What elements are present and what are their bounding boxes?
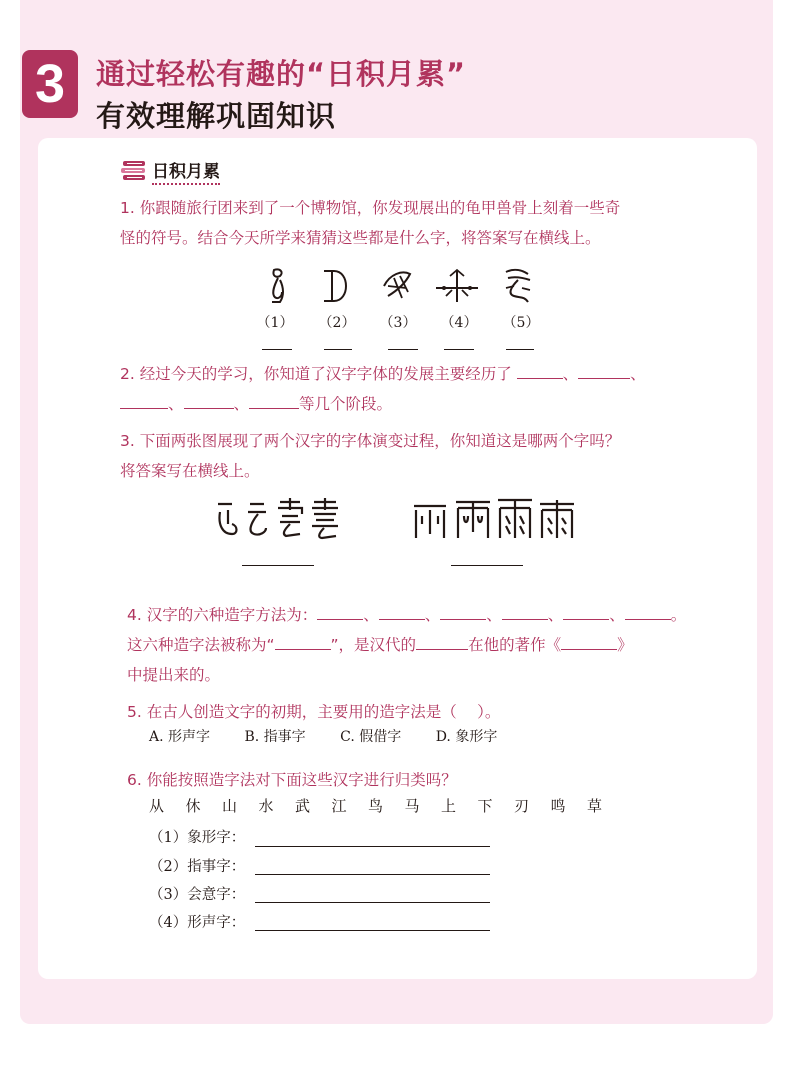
answer-line[interactable] [255,846,490,847]
question-4-text: ”，是汉代的 [330,636,417,654]
answer-blank[interactable] [502,602,548,620]
answer-line[interactable] [242,565,314,566]
question-2-end: 等几个阶段。 [299,395,393,413]
question-4-text: 这六种造字法被称为“ [127,636,275,654]
glyph-label-1: （1） [256,315,294,331]
answer-line[interactable] [444,349,474,350]
glyph-label-2: （2） [318,315,356,331]
category-label-4: （4）形声字： [149,915,246,931]
answer-blank[interactable] [184,391,234,409]
char-item: 马 [404,797,420,815]
separator: 、 [486,606,502,624]
glyph-label-3: （3） [379,315,417,331]
question-1-line1: 1. 你跟随旅行团来到了一个博物馆，你发现展出的龟甲兽骨上刻着一些奇 [120,199,621,217]
category-label-1: （1）象形字： [149,830,246,846]
char-item: 武 [295,797,311,815]
oracle-glyph-5 [500,266,536,306]
page-title-line1: 通过轻松有趣的“日积月累” [96,57,467,91]
option-d[interactable]: D. 象形字 [435,729,498,745]
answer-blank[interactable] [379,602,425,620]
answer-blank[interactable] [440,602,486,620]
answer-blank[interactable] [317,602,363,620]
answer-blank[interactable] [120,391,168,409]
question-3-line1: 3. 下面两张图展现了两个汉字的字体演变过程，你知道这是哪两个字吗？ [120,432,621,450]
answer-blank[interactable] [249,391,299,409]
char-item: 水 [258,797,274,815]
answer-line[interactable] [506,349,534,350]
option-c[interactable]: C. 假借字 [340,729,402,745]
question-5-line1: 5. 在古人创造文字的初期，主要用的造字法是（ ）。 [127,703,501,721]
separator: 、 [363,606,379,624]
answer-line[interactable] [451,565,523,566]
oracle-glyph-3 [380,266,416,306]
char-item: 鸣 [550,797,566,815]
question-1-line2: 怪的符号。结合今天所学来猜猜这些都是什么字，将答案写在横线上。 [120,229,601,247]
oracle-glyph-1 [262,266,292,306]
option-a[interactable]: A. 形声字 [149,729,211,745]
character-list [149,795,624,816]
char-item: 草 [587,797,603,815]
glyph-label-5: （5） [502,315,540,331]
worksheet-card [38,138,757,979]
char-item: 江 [331,797,347,815]
answer-blank[interactable] [578,361,630,379]
char-item: 山 [222,797,238,815]
question-2-line2 [120,389,392,419]
section-title: 日积月累 [152,157,220,185]
glyph-label-4: （4） [440,315,478,331]
question-4-line1 [127,600,686,630]
separator: 、 [424,606,441,624]
answer-blank[interactable] [517,361,563,379]
oracle-glyph-4 [432,266,482,306]
separator: 、 [562,365,579,383]
answer-blank[interactable] [275,632,331,650]
question-3-line2: 将答案写在横线上。 [120,462,260,480]
period: 。 [670,606,687,624]
section-header [120,158,220,184]
category-label-3: （3）会意字： [149,887,246,903]
separator: 、 [609,606,625,624]
separator: 、 [233,395,250,413]
char-item: 从 [149,797,165,815]
question-2-line1 [120,359,646,389]
section-number-badge: 3 [22,50,78,118]
answer-line[interactable] [255,874,490,875]
question-4-text: 在他的著作《 [468,636,562,654]
answer-line[interactable] [388,349,418,350]
question-2-text: 2. 经过今天的学习，你知道了汉字字体的发展主要经历了 [120,365,512,383]
char-item: 下 [477,797,493,815]
answer-blank[interactable] [563,602,609,620]
question-4-line2 [127,630,633,660]
answer-line[interactable] [262,349,292,350]
answer-blank[interactable] [625,602,671,620]
answer-line[interactable] [324,349,352,350]
question-4-text: 》 [617,636,633,654]
script-evolution-rain [410,494,576,544]
answer-line[interactable] [255,930,490,931]
separator: 、 [168,395,184,413]
char-item: 刃 [514,797,530,815]
question-6-line1: 6. 你能按照造字法对下面这些汉字进行归类吗？ [127,771,457,789]
option-b[interactable]: B. 指事字 [244,729,306,745]
question-4-text: 4. 汉字的六种造字方法为： [127,606,318,624]
answer-blank[interactable] [561,632,617,650]
stacked-books-icon [120,159,148,183]
oracle-glyph-2 [318,266,358,306]
separator: 、 [630,365,646,383]
question-5-options [149,726,527,746]
char-item: 休 [185,797,201,815]
answer-blank[interactable] [416,632,468,650]
page-title-line2: 有效理解巩固知识 [96,99,337,133]
answer-line[interactable] [255,902,490,903]
script-evolution-cloud [214,494,344,544]
char-item: 鸟 [368,797,384,815]
separator: 、 [547,606,564,624]
char-item: 上 [441,797,457,815]
category-label-2: （2）指事字： [149,859,246,875]
question-4-line3: 中提出来的。 [127,666,221,684]
